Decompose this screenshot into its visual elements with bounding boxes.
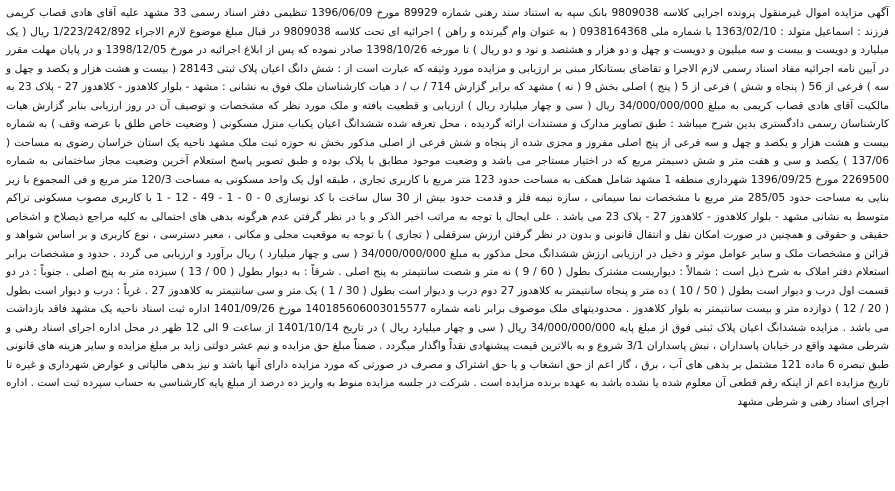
auction-notice-text: آگهی مزایده اموال غیرمنقول پرونده اجرایی کلاسه 9809038 بانک سپه به استناد سند رهنی شماره 89929 مورخ 1396/06/09 تنظیمی دفتر اسناد رسمی 33 مشهد علیه آقای هادی قصاب کریمی فرزند : اسماعیل متولد : 1363/02/10 با شماره ملی 0938164368 ( به عنوان وام گیرنده و راهن ) اجرائیه ای تحت کلاسه 9809038 در قبال مبلغ موضوع لازم الاجراء 1/223/242/892 ریال ( یک میلیارد و دویست و بیست و سه میلیون و دویست و چهل و دو هزار و هشتصد و نود و دو ریال ) تا مورخه 1398/10/26 صادر نموده که پس از ابلاغ اجرائیه در مورخ 1398/12/05 و در پایان مهلت مقرر در آیین نامه اجرائیه مفاد اسناد رسمی لازم الاجرا و تقاضای بستانکار مبنی بر ارزیابی و مزایده مورد وثیقه که عبارت است از : شش دانگ اعیان پلاک ثبتی 28143 ( بیست و هشت هزار و یکصد و چهل و سه ) فرعی از 56 ( پنجاه و شش ) فرعی از 5 ( پنج ) اصلی بخش 9 ( نه ) مشهد که برابر گزارش 714 / ب / د هیات کارشناسان ملک فوق به نشانی : مشهد - بلوار کلاهدوز - کلاهدوز 27 - پلاک 23 به مالکیت آقای هادی قصاب کریمی به مبلغ 34/000/000/000 ریال ( سی و چهار میلیارد ریال ) ارزیابی و قطعیت یافته و ملک مورد نظر که مشخصات و توصیف آن در روز ارزیابی بنابر گزارش هیات کارشناسان رسمی دادگستری بدین شرح میباشد : طبق تصاویر مدارک و مستندات ارائه گردیده ، محل تعرفه شده ششدانگ اعیان یکباب منزل مسکونی ( وضعیت خاص طلق با عرصه وقف ) به شماره بیست و هشت هزار و یکصد و چهل و سه فرعی از پنج اصلی مفروز و مجزی شده از پنجاه و شش فرعی از اصلی مذکور بخش نه حوزه ثبت ملک مشهد ناحیه یک استان خراسان رضوی به مساحت ( 137/06 ) یکصد و سی و هفت متر و شش دسیمتر مربع که در اختیار مستاجر می باشد و وضعیت موجود مطابق با پلاک بوده و طبق تصویر پاسخ استعلام آخرین وضعیت مجاز ساختمانی به شماره 2269500 مورخ 1396/09/25 شهرداری منطقه 1 مشهد شامل همکف به مساحت حدود 123 متر مربع با کاربری تجاری ، طبقه اول یک واحد مسکونی به مساحت 120/3 متر مربع و فی المجموع با زیر بنایی به مساحت حدود 285/05 متر مربع با مشخصات نما سیمانی ، سازه نیمه فلز و قدمت حدود بیش از 30 سال ساخت با کد نوسازی 0 - 0 - 1 - 49 - 12 - 1 با کاربری مصوب مسکونی تراکم متوسط به نشانی مشهد - بلوار کلاهدوز - کلاهدوز 27 - پلاک 23 می باشد . علی ایحال با توجه به مراتب اخیر الذکر و با در نظر گرفتن عدم هرگونه بدهی های احتمالی به کلیه مراجع ذیصلاح و اشخاص حقیقی و حقوقی و همچنین در صورت امکان نقل و انتقال قانونی و بدون در نظر گرفتن ارزش سرقفلی ( تجاری ) با توجه به موقعیت محلی و مکانی ، معبر دسترسی ، نوع کاربری و بر اساس شواهد و قرائن و مشخصات ملک و سایر عوامل موثر و دخیل در ارزیابی ارزش ششدانگ محل مذکور به مبلغ 34/000/000/000 ( سی و چهار میلیارد ) ریال برآورد و ارزیابی می گردد . حدود و مشخصات برابر استعلام دفتر املاک به شرح ذیل است : شمالاً : دیواریست مشترک بطول ( 60 / 9 ) نه متر و شصت سانتیمتر به پنج اصلی . شرقاً : به دیوار بطول ( 00 / 13 ) سیزده متر به پنج اصلی . جنوباً : در دو قسمت اول درب و دیوار است بطول ( 50 / 10 ) ده متر و پنجاه سانتیمتر به کلاهدوز 27 دوم درب و دیوار است بطول ( 30 / 1 ) یک متر و سی سانتیمتر به کلاهدوز 27 . غرباً : درب و دیوار است بطول ( 20 / 12 ) دوازده متر و بیست سانتیمتر به بلوار کلاهدوز . محدودیتهای ملک موصوف برابر نامه شماره 140185606003015577 مورخ 1401/09/26 اداره ثبت اسناد ناحیه یک مشهد فاقد بازداشت می باشد . مزایده ششدانگ اعیان پلاک ثبتی فوق از مبلغ پایه 34/000/000/000 ریال ( سی و چهار میلیارد ریال ) در تاریخ 1401/10/14 از ساعت 9 الی 12 ظهر در محل اداره اجرای اسناد رهنی و شرطی مشهد واقع در خیابان پاسداران ، نبش پاسداران 3/1 شروع و به بالاترین قیمت پیشنهادی نقداً واگذار میگردد . ضمناً مبلغ حق مزایده و نیم عشر دولتی زاید بر مبلغ مزایده و سایر هزینه های قانونی طبق تبصره 6 ماده 121 مشتمل بر بدهی های آب ، برق ، گاز اعم از حق انشعاب و یا حق اشتراک و مصرف در صورتی که مورد مزایده دارای آنها باشد و نیز بدهی مالیاتی و عوارض شهرداری و غیره تا تاریخ مزایده اعم از اینکه رقم قطعی آن معلوم شده یا نشده باشد به عهده برنده مزایده است . شرکت در جلسه مزایده منوط به واریز ده درصد از مبلغ پایه کارشناسی به حساب سپرده ثبت است . اداره اجرای اسناد رهنی و شرطی مشهد xyxy=(6,7,890,408)
